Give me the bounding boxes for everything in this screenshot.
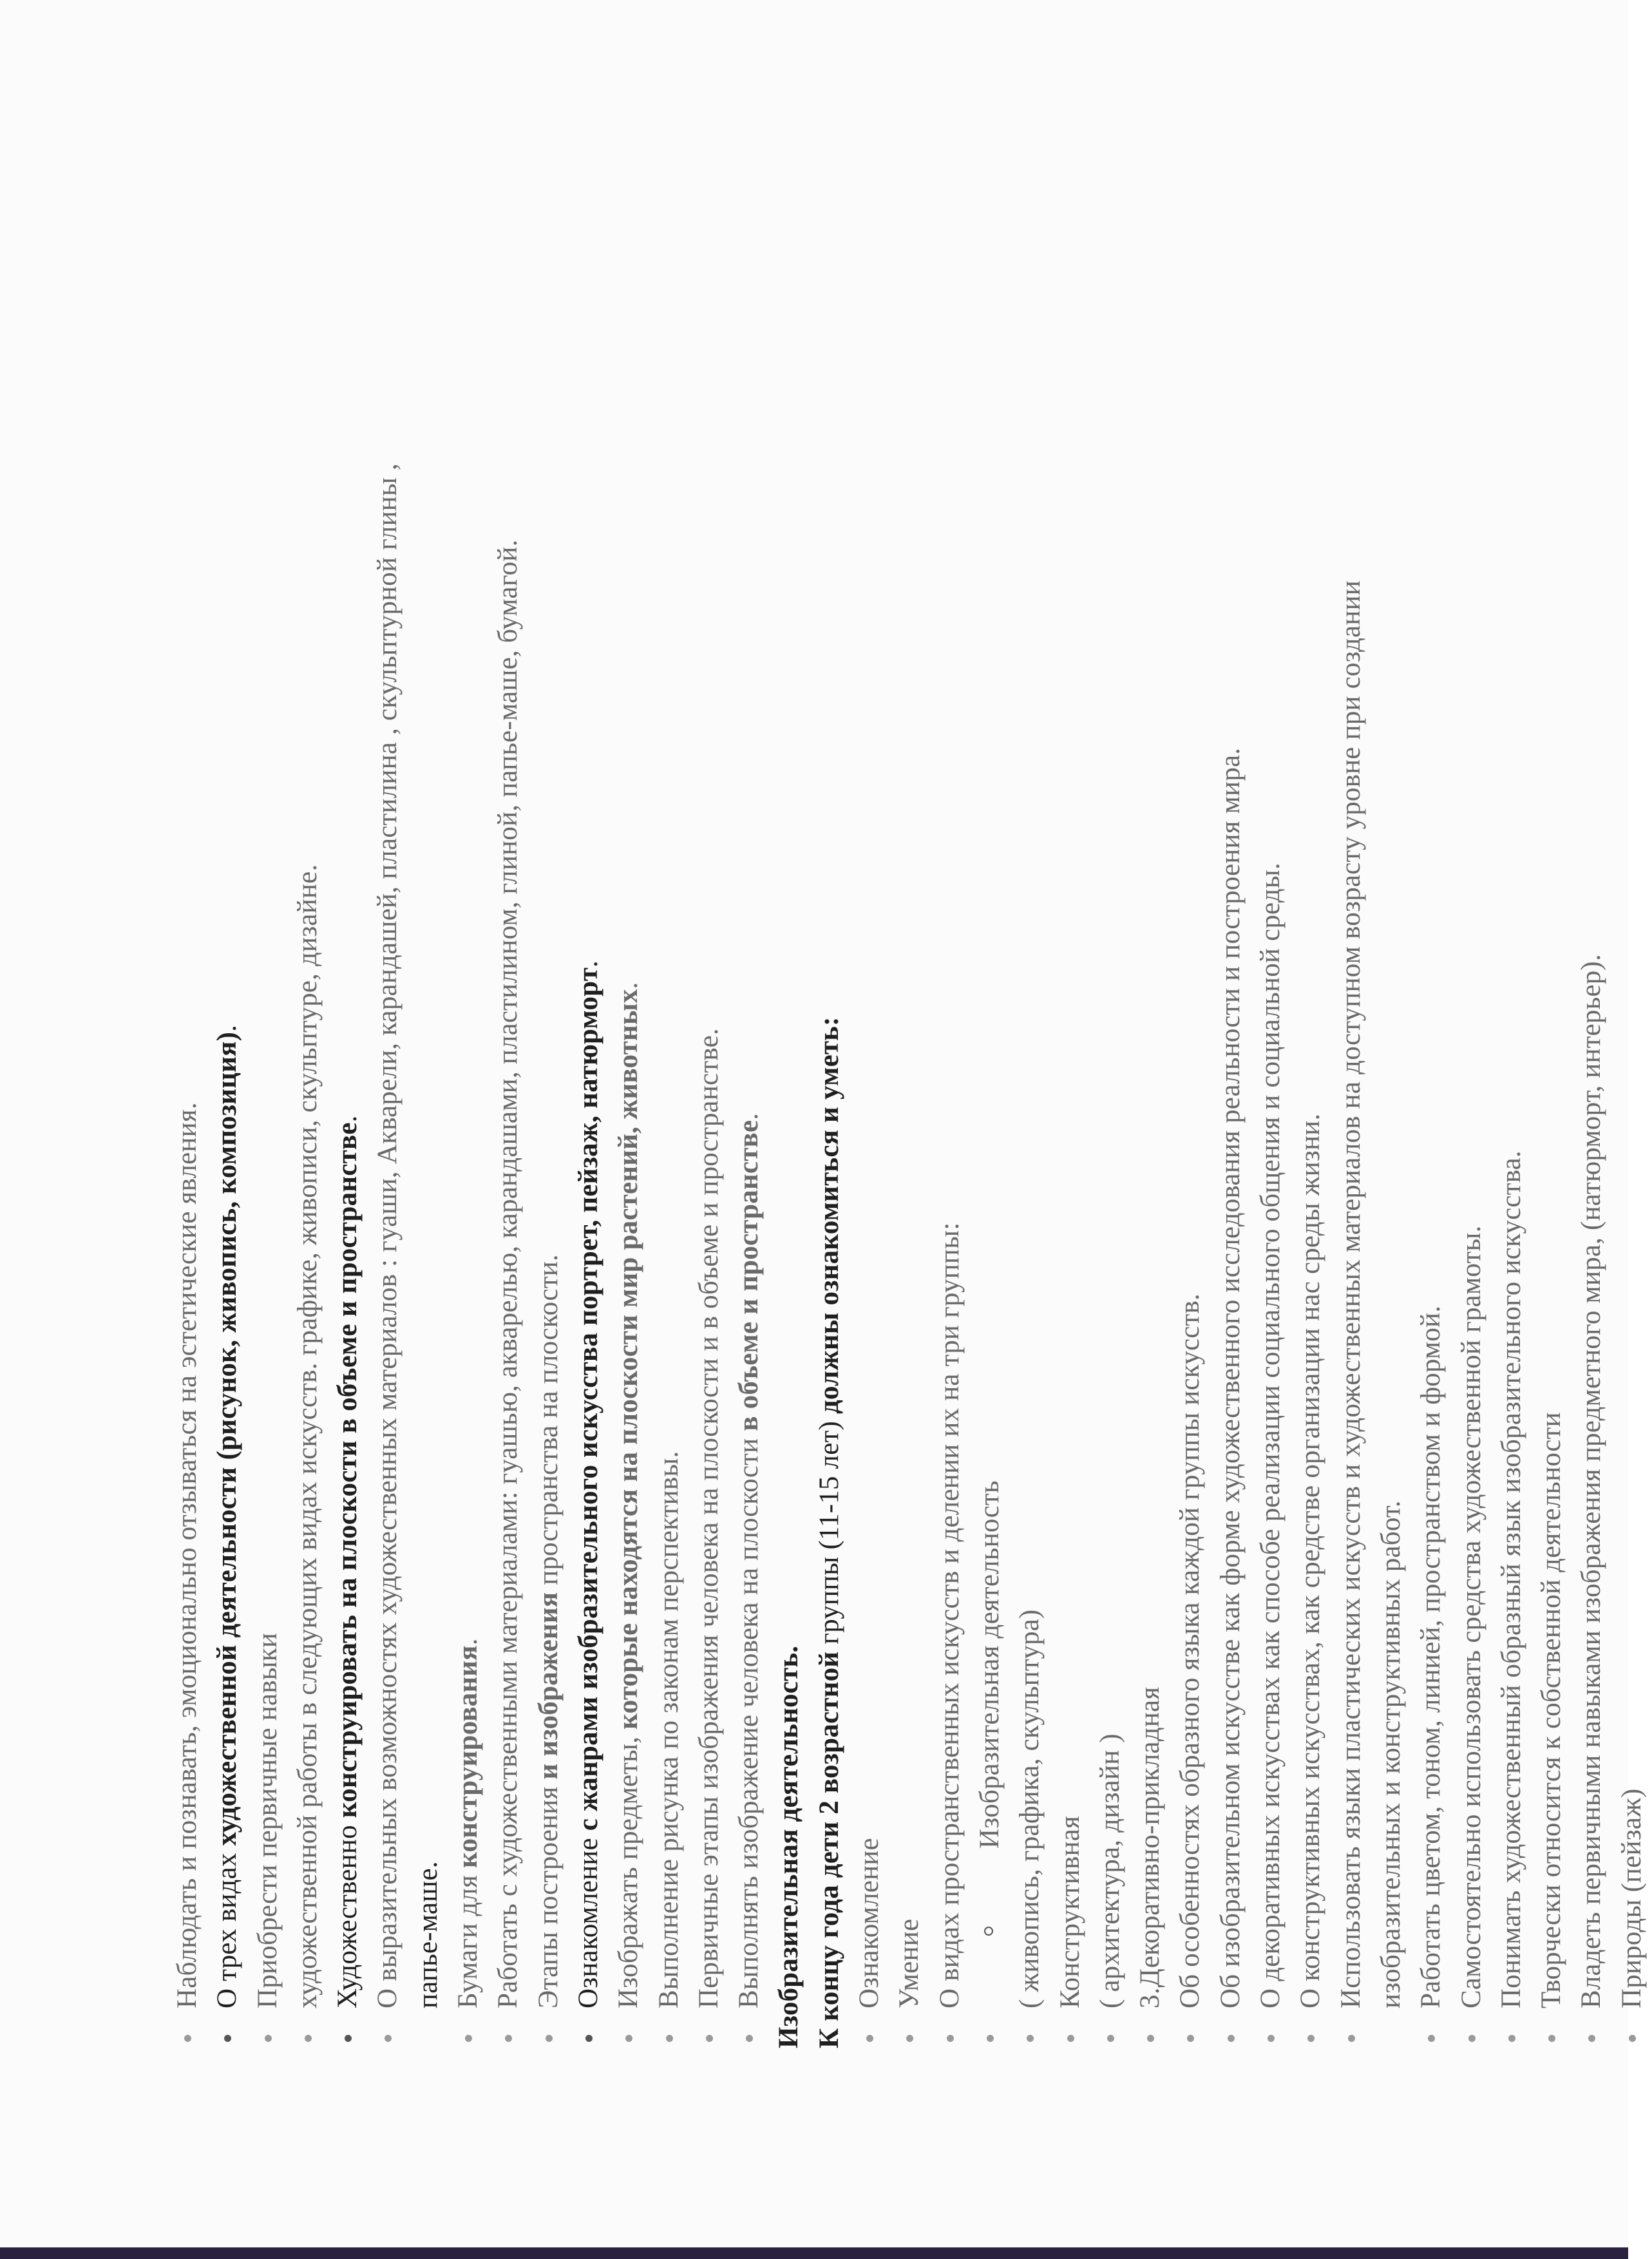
text-segment: в объеме и пространстве bbox=[734, 1120, 764, 1431]
list-item bbox=[649, 180, 689, 2048]
bullet-icon bbox=[305, 2035, 312, 2042]
list-item bbox=[889, 180, 929, 2048]
list-item bbox=[609, 180, 649, 2048]
text-segment: изобразительных и конструктивных работ. bbox=[1375, 1500, 1406, 2008]
list-item bbox=[850, 180, 889, 2048]
text-segment: которые находятся на плоскости мир растений, животных bbox=[613, 989, 644, 1730]
text-segment: художественной работы в следующих видах искусств. графике, живописи, скульптуре, дизайне. bbox=[292, 864, 323, 2008]
list-item bbox=[529, 180, 569, 2048]
bullet-icon bbox=[1428, 2035, 1435, 2042]
text-segment: Первичные этапы изображения человека на плоскости и в объеме и пространстве. bbox=[693, 1028, 724, 2008]
text-segment: О видах пространственных искусств и делении их на три группы: bbox=[934, 1222, 965, 2008]
bullet-icon bbox=[906, 2035, 913, 2042]
bullet-icon bbox=[1187, 2035, 1194, 2042]
text-segment: Самостоятельно использовать средства художественной грамоты. bbox=[1456, 1225, 1486, 2008]
text-segment: . bbox=[573, 960, 603, 967]
text-segment: Выполнение рисунка по законам перспективы. bbox=[653, 1451, 684, 2008]
text-segment: . bbox=[734, 1112, 764, 1120]
list-item bbox=[1211, 180, 1251, 2048]
list-item bbox=[1452, 180, 1492, 2048]
list-item bbox=[328, 180, 368, 2048]
list-item bbox=[1130, 180, 1170, 2048]
text-segment: О декоративных искусствах как способе реализации социального общения и социальной среды. bbox=[1255, 863, 1286, 2008]
list-item bbox=[1170, 180, 1210, 2048]
text-segment: К концу года дети 2 возрастной bbox=[813, 1644, 844, 2048]
text-segment: Этапы построения bbox=[533, 1779, 564, 2008]
list-item bbox=[207, 180, 247, 2048]
bullet-icon bbox=[1629, 2035, 1636, 2042]
list-item bbox=[1371, 180, 1411, 2048]
text-segment: должны ознакомиться и уметь: bbox=[813, 1016, 844, 1415]
bullet-icon bbox=[1267, 2035, 1275, 2042]
bullet-icon bbox=[585, 2035, 593, 2042]
text-segment: Умение bbox=[894, 1918, 925, 2008]
text-segment: 3.Декоративно-прикладная bbox=[1135, 1686, 1166, 2008]
list-item bbox=[1331, 180, 1371, 2048]
text-segment: Приобрести первичные навыки bbox=[252, 1632, 283, 2008]
text-segment: . bbox=[613, 982, 644, 989]
bullet-icon bbox=[1588, 2035, 1595, 2042]
text-segment: . bbox=[212, 1024, 243, 1032]
text-segment: конструировать на плоскости в объеме и пространстве bbox=[332, 1122, 363, 1818]
bullet-icon bbox=[1107, 2035, 1114, 2042]
bullet-icon bbox=[345, 2035, 352, 2042]
list-item bbox=[448, 180, 488, 2048]
bullet-icon bbox=[1548, 2035, 1555, 2042]
bullet-icon bbox=[465, 2035, 472, 2042]
text-segment: Изображать предметы, bbox=[613, 1729, 644, 2008]
text-segment: Владеть первичными навыками изображения предметного мира, (натюрморт, интерьер). bbox=[1576, 954, 1607, 2008]
bullet-icon bbox=[385, 2035, 392, 2042]
list-item bbox=[408, 180, 448, 2048]
text-segment: О конструктивных искусствах, как средстве организации нас среды жизни. bbox=[1295, 1113, 1326, 2008]
bullet-icon bbox=[1307, 2035, 1315, 2042]
bullet-icon bbox=[224, 2035, 231, 2042]
text-segment: Работать с художественными материалами: гуашью, акварелью, карандашами, пластилином, глиной, папье-маше, бумагой. bbox=[493, 539, 524, 2008]
bullet-icon bbox=[505, 2035, 512, 2042]
text-segment: художественной деятельности (рисунок, живопись, композиция) bbox=[212, 1031, 243, 1846]
text-segment: Изобразительная деятельность bbox=[974, 1480, 1005, 1849]
list-item bbox=[1090, 180, 1130, 2048]
heading-line bbox=[769, 180, 809, 2048]
text-segment: . bbox=[332, 1115, 363, 1123]
text-segment: ( живопись, графика, скульптура) bbox=[1014, 1609, 1045, 2008]
list-item bbox=[167, 180, 207, 2048]
list-item bbox=[1492, 180, 1532, 2048]
text-segment: Бумаги для bbox=[453, 1867, 484, 2008]
bullet-icon bbox=[1228, 2035, 1235, 2042]
bullet-icon bbox=[987, 2035, 994, 2042]
text-segment: О трех видах bbox=[212, 1845, 243, 2008]
list-item bbox=[1571, 180, 1611, 2048]
bullet-icon bbox=[947, 2035, 954, 2042]
list-item bbox=[1532, 180, 1571, 2048]
text-segment: Творчески относится к собственной деятельности bbox=[1536, 1412, 1567, 2008]
rotated-text-block bbox=[167, 180, 1652, 2048]
bullet-icon bbox=[1147, 2035, 1154, 2042]
list-item bbox=[569, 180, 609, 2048]
list-item bbox=[970, 180, 1010, 2048]
list-item bbox=[1291, 180, 1331, 2048]
bullet-icon bbox=[265, 2035, 272, 2042]
text-segment: Выполнять изображение человека на плоскости bbox=[734, 1431, 764, 2008]
text-segment: Об особенностях образного языка каждой группы искусств. bbox=[1175, 1293, 1206, 2008]
text-segment: Художественно bbox=[332, 1818, 363, 2008]
list-item bbox=[288, 180, 328, 2048]
text-segment: группы (11-15 лет) bbox=[813, 1414, 844, 1644]
text-segment: . bbox=[453, 1638, 484, 1646]
bullet-icon bbox=[866, 2035, 873, 2042]
scan-bottom-edge bbox=[0, 2247, 1628, 2259]
text-segment: Наблюдать и познавать, эмоционально отзываться на эстетические явления. bbox=[172, 1102, 202, 2008]
list-item bbox=[930, 180, 970, 2048]
text-segment: ( архитектура, дизайн ) bbox=[1094, 1733, 1125, 2008]
bullet-icon bbox=[546, 2035, 553, 2042]
bullet-icon bbox=[1348, 2035, 1355, 2042]
bullet-icon bbox=[746, 2035, 753, 2042]
bullet-icon bbox=[1468, 2035, 1476, 2042]
text-segment: пространства на плоскости. bbox=[533, 1254, 564, 1592]
text-segment: Природы (пейзаж) bbox=[1616, 1788, 1647, 2008]
heading-line bbox=[810, 180, 850, 2048]
list-item bbox=[729, 180, 769, 2048]
text-segment: конструирования bbox=[453, 1645, 484, 1868]
list-item bbox=[1411, 180, 1451, 2048]
bullet-icon bbox=[1027, 2035, 1034, 2042]
bullet-icon bbox=[1508, 2035, 1515, 2042]
bullet-icon bbox=[1067, 2035, 1074, 2042]
text-segment: Использовать языки пластических искусств и художественных материалов на доступном возрасту уровне при создании bbox=[1335, 580, 1366, 2008]
text-segment: Об изобразительном искусстве как форме художественного исследования реальности и построения мира. bbox=[1215, 747, 1246, 2008]
text-segment: Ознакомление bbox=[854, 1838, 885, 2008]
list-item bbox=[488, 180, 528, 2048]
circle-bullet-icon bbox=[984, 1927, 993, 1936]
list-item bbox=[1612, 180, 1652, 2048]
list-item bbox=[1010, 180, 1050, 2048]
list-item bbox=[689, 180, 729, 2048]
list-item bbox=[1251, 180, 1291, 2048]
text-segment: Изобразительная деятельность. bbox=[774, 1645, 804, 2048]
list-item bbox=[248, 180, 288, 2048]
text-segment: Конструктивная bbox=[1054, 1816, 1085, 2008]
text-segment: с жанрами изобразительного искусства портрет, пейзаж, натюрморт bbox=[573, 967, 603, 1831]
text-segment: Работать цветом, тоном, линией, пространством и формой. bbox=[1416, 1305, 1447, 2008]
list-item bbox=[1050, 180, 1090, 2048]
text-segment: О выразительных возможностях художественных материалов : гуаши, Акварели, карандашей, пластилина , скульптурной глины , bbox=[372, 463, 403, 2008]
text-segment: и изображения bbox=[533, 1592, 564, 1780]
text-segment: Понимать художественный образный язык изобразительного искусства. bbox=[1495, 1150, 1526, 2008]
bullet-icon bbox=[625, 2035, 632, 2042]
bullet-icon bbox=[706, 2035, 713, 2042]
list-item bbox=[368, 180, 408, 2048]
bullet-icon bbox=[184, 2035, 191, 2042]
text-segment: папье-маше. bbox=[412, 1861, 443, 2008]
text-segment: Ознакомление bbox=[573, 1831, 603, 2008]
bullet-icon bbox=[666, 2035, 673, 2042]
